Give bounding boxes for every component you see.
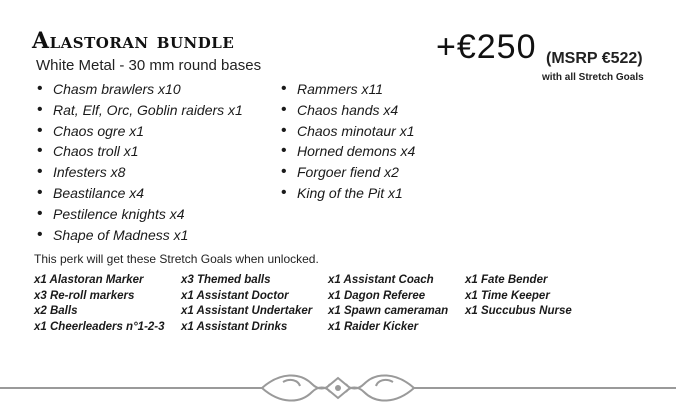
stretch-goal-item: x1 Spawn cameraman [328, 305, 449, 318]
stretch-goal-item: x3 Re-roll markers [34, 289, 135, 302]
list-item: • King of the Pit x1 [280, 183, 415, 204]
contents-list-1 [36, 79, 243, 245]
list-item: • Rat, Elf, Orc, Goblin raiders x1 [36, 100, 243, 121]
list-item: • Chasm brawlers x10 [36, 79, 243, 100]
list-item: • Infesters x8 [36, 162, 243, 183]
list-item: • Pestilence knights x4 [36, 204, 243, 225]
stretch-goals-col-3 [328, 273, 448, 335]
list-item: • Chaos troll x1 [36, 141, 243, 162]
bundle-price: +€250 [436, 28, 537, 66]
list-item: • Chaos ogre x1 [36, 121, 243, 142]
bundle-title: Alastoran bundle [32, 28, 235, 54]
list-item: • Beastilance x4 [36, 183, 243, 204]
contents-list-2 [280, 79, 415, 204]
stretch-goal-item: x1 Time Keeper [465, 289, 550, 302]
list-item: • Shape of Madness x1 [36, 225, 243, 246]
list-item: • Forgoer fiend x2 [280, 162, 415, 183]
stretch-goal-item: x1 Assistant Drinks [181, 320, 288, 333]
stretch-goal-item: x1 Assistant Doctor [181, 289, 289, 302]
stretch-goal-item: x1 Fate Bender [465, 274, 548, 286]
perk-description: This perk will get these Stretch Goals when unlocked. [34, 252, 319, 266]
ornamental-divider [0, 368, 676, 408]
msrp-note: with all Stretch Goals [542, 72, 644, 83]
stretch-goals-col-1 [34, 273, 165, 335]
bundle-subtitle: White Metal - 30 mm round bases [36, 57, 262, 74]
stretch-goal-item: x1 Raider Kicker [328, 320, 419, 333]
msrp-price: (MSRP €522) [546, 50, 643, 67]
stretch-goal-item: x1 Assistant Undertaker [181, 305, 313, 318]
stretch-goal-item: x1 Assistant Coach [328, 274, 434, 286]
stretch-goal-item: x3 Themed balls [181, 274, 271, 286]
stretch-goal-item: x1 Dagon Referee [328, 289, 426, 302]
list-item: • Rammers x11 [280, 79, 415, 100]
list-item: • Horned demons x4 [280, 141, 415, 162]
stretch-goal-item: x2 Balls [34, 305, 78, 318]
list-item: • Chaos hands x4 [280, 100, 415, 121]
stretch-goal-item: x1 Succubus Nurse [465, 305, 572, 318]
stretch-goals-col-4 [465, 273, 572, 320]
list-item: • Chaos minotaur x1 [280, 121, 415, 142]
stretch-goal-item: x1 Alastoran Marker [34, 274, 144, 286]
stretch-goal-item: x1 Cheerleaders n°1-2-3 [34, 320, 165, 333]
stretch-goals-col-2 [181, 273, 312, 335]
